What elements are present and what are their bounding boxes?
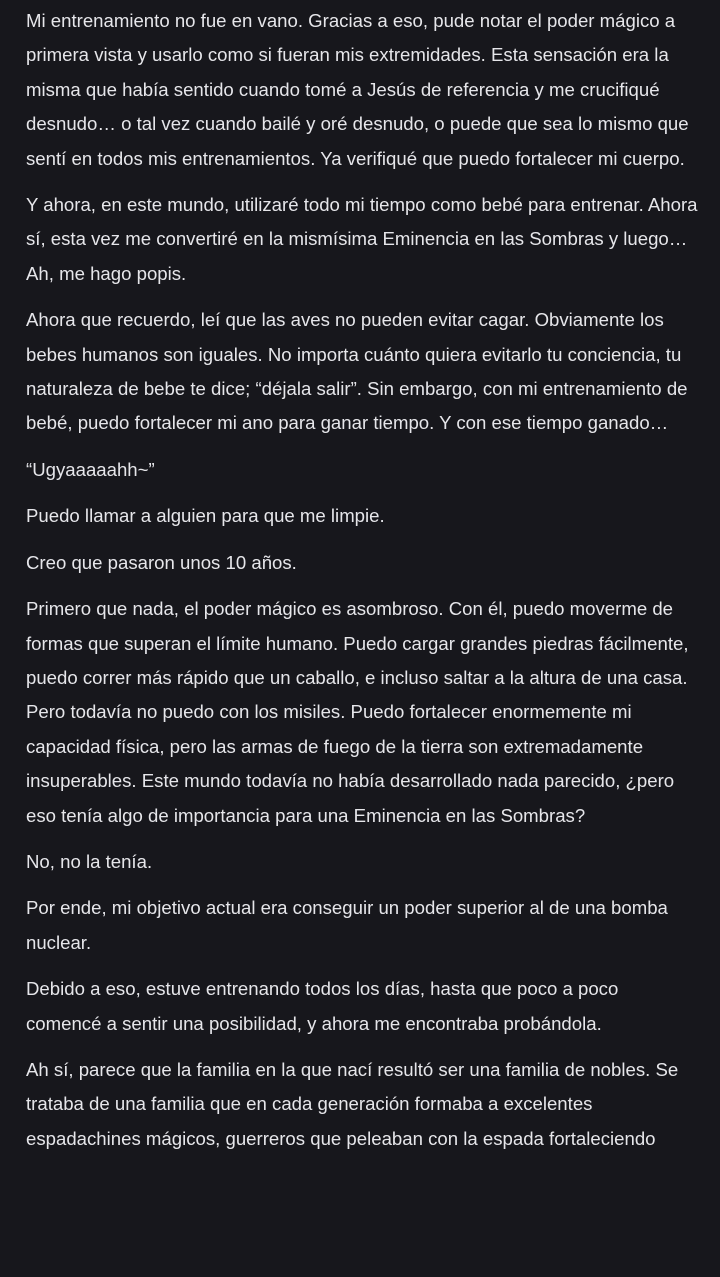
paragraph: Y ahora, en este mundo, utilizaré todo mi tiempo como bebé para entrenar. Ahora sí, esta vez me convertiré en la mismísima Eminencia en las Sombras y luego… Ah, me hago popis. <box>26 194 698 284</box>
paragraph: Primero que nada, el poder mágico es asombroso. Con él, puedo moverme de formas que superan el límite humano. Puedo cargar grandes piedras fácilmente, puedo correr más rápido que un caballo, e incluso saltar a la altura de una casa. Pero todavía no puedo con los misiles. Puedo fortalecer enormemente mi capacidad física, pero las armas de fuego de la tierra son extremadamente insuperables. Este mundo todavía no había desarrollado nada parecido, ¿pero eso tenía algo de importancia para una Eminencia en las Sombras? <box>26 598 689 826</box>
paragraph: Puedo llamar a alguien para que me limpie. <box>26 505 385 527</box>
paragraph: Por ende, mi objetivo actual era conseguir un poder superior al de una bomba nuclear. <box>26 897 668 953</box>
paragraph: “Ugyaaaaahh~” <box>26 458 155 480</box>
paragraph: Ahora que recuerdo, leí que las aves no pueden evitar cagar. Obviamente los bebes humanos son iguales. No importa cuánto quiera evitarlo tu conciencia, tu naturaleza de bebe te dice; “déjala salir”. Sin embargo, con mi entrenamiento de bebé, puedo fortalecer mi ano para ganar tiempo. Y con ese tiempo ganado… <box>26 309 688 434</box>
paragraph: Creo que pasaron unos 10 años. <box>26 551 297 573</box>
paragraph: Ah sí, parece que la familia en la que nací resultó ser una familia de nobles. Se trataba de una familia que en cada generación formaba a excelentes espadachines mágicos, guerreros que peleaban con la espada fortaleciendo <box>26 1058 679 1149</box>
paragraph: Mi entrenamiento no fue en vano. Gracias a eso, pude notar el poder mágico a primera vista y usarlo como si fueran mis extremidades. Esta sensación era la misma que había sentido cuando tomé a Jesús de referencia y me crucifiqué desnudo… o tal vez cuando bailé y oré desnudo, o puede que sea lo mismo que sentí en todos mis entrenamientos. Ya verifiqué que puedo fortalecer mi cuerpo. <box>26 10 689 169</box>
paragraph: Debido a eso, estuve entrenando todos los días, hasta que poco a poco comencé a sentir una posibilidad, y ahora me encontraba probándola. <box>26 978 619 1034</box>
paragraph: No, no la tenía. <box>26 850 153 872</box>
